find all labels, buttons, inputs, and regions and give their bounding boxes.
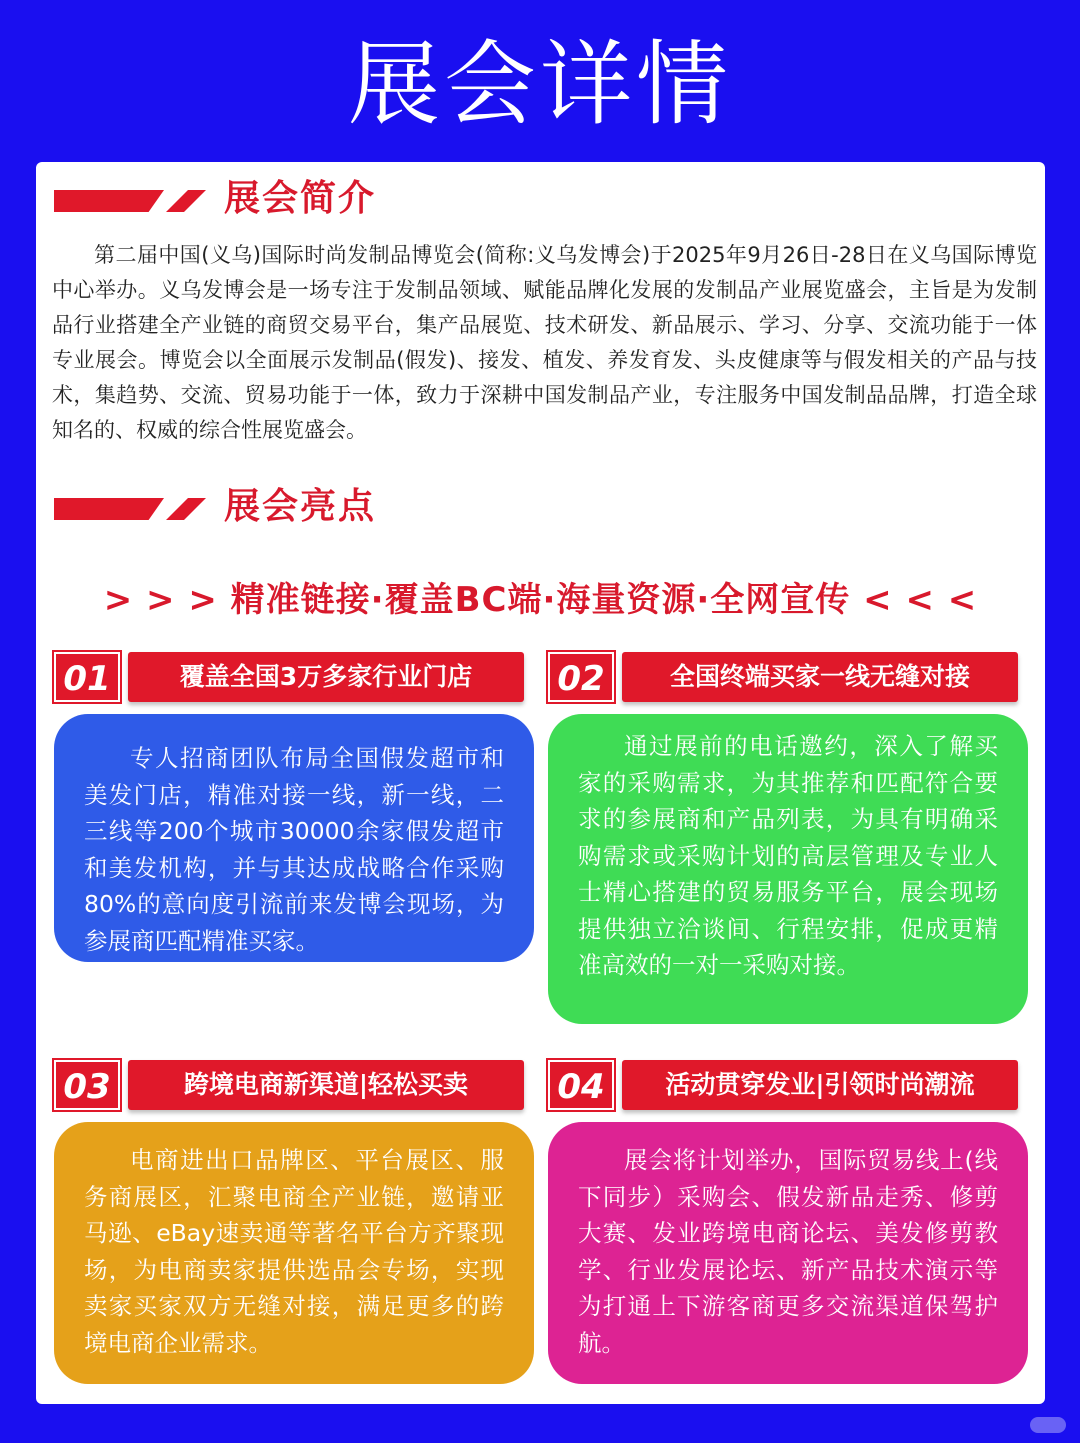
section-header-intro	[54, 176, 554, 222]
section-header-highlights	[54, 484, 554, 530]
red-bar-decoration	[54, 498, 164, 520]
highlights-slogan: > > > 精准链接·覆盖BC端·海量资源·全网宣传 < < <	[103, 580, 978, 620]
page-title: 展会详情	[347, 31, 732, 138]
feature-text-box: 展会将计划举办，国际贸易线上(线下同步）采购会、假发新品走秀、修剪大赛、发业跨境电商论坛、美发修剪教学、行业发展论坛、新产品技术演示等为打通上下游客商更多交流渠道保驾护航。	[548, 1122, 1028, 1384]
feature-number: 01	[54, 652, 120, 702]
section-title-intro: 展会简介	[224, 178, 377, 219]
feature-number: 04	[548, 1060, 614, 1110]
red-slash-decoration	[166, 190, 206, 212]
watermark-badge	[1030, 1417, 1066, 1433]
feature-text-box: 电商进出口品牌区、平台展区、服务商展区，汇聚电商全产业链，邀请亚马逊、eBay速卖通等著名平台方齐聚现场，为电商卖家提供选品会专场，实现卖家买家双方无缝对接，满足更多的跨境电商企业需求。	[54, 1122, 534, 1384]
intro-paragraph: 第二届中国(义乌)国际时尚发制品博览会(简称:义乌发博会)于2025年9月26日-28日在义乌国际博览中心举办。义乌发博会是一场专注于发制品领域、赋能品牌化发展的发制品产业展览盛会，主旨是为发制品行业搭建全产业链的商贸交易平台，集产品展览、技术研发、新品展示、学习、分享、交流功能于一体专业展会。博览会以全面展示发制品(假发)、接发、植发、养发育发、头皮健康等与假发相关的产品与技术，集趋势、交流、贸易功能于一体，致力于深耕中国发制品产业，专注服务中国发制品品牌，打造全球知名的、权威的综合性展览盛会。	[52, 243, 1037, 442]
feature-number: 03	[54, 1060, 120, 1110]
feature-number: 02	[548, 652, 614, 702]
feature-heading: 全国终端买家一线无缝对接	[622, 652, 1018, 702]
red-bar-decoration	[54, 190, 164, 212]
feature-text-box: 专人招商团队布局全国假发超市和美发门店，精准对接一线，新一线，二三线等200个城市30000余家假发超市和美发机构，并与其达成战略合作采购80%的意向度引流前来发博会现场，为参展商匹配精准买家。	[54, 714, 534, 962]
feature-heading: 跨境电商新渠道|轻松买卖	[128, 1060, 524, 1110]
section-title-highlights: 展会亮点	[224, 486, 377, 527]
feature-heading: 覆盖全国3万多家行业门店	[128, 652, 524, 702]
feature-heading: 活动贯穿发业|引领时尚潮流	[622, 1060, 1018, 1110]
feature-text-box: 通过展前的电话邀约，深入了解买家的采购需求，为其推荐和匹配符合要求的参展商和产品列表，为具有明确采购需求或采购计划的高层管理及专业人士精心搭建的贸易服务平台，展会现场提供独立洽谈间、行程安排，促成更精准高效的一对一采购对接。	[548, 714, 1028, 1024]
red-slash-decoration	[166, 498, 206, 520]
content-card	[36, 162, 1045, 1404]
